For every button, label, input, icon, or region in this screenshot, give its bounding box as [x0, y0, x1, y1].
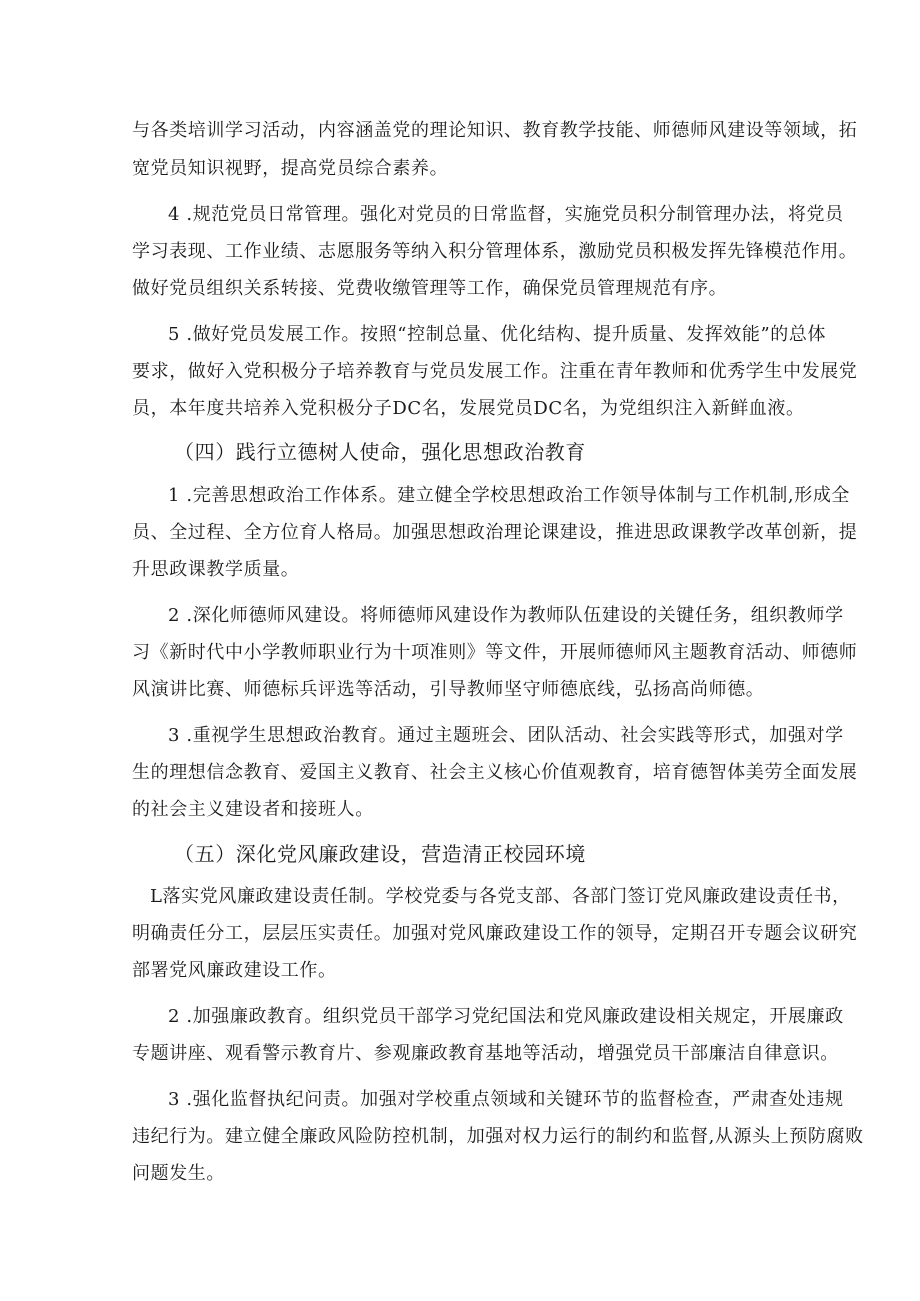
paragraph-line: 升思政课教学质量。 [132, 559, 300, 580]
paragraph-line: 4 .规范党员日常管理。强化对党员的日常监督，实施党员积分制管理办法，将党员 [168, 204, 844, 225]
paragraph-line: 要求，做好入党积极分子培养教育与党员发展工作。注重在青年教师和优秀学生中发展党 [132, 361, 858, 382]
paragraph-line: 5 .做好党员发展工作。按照“控制总量、优化结构、提升质量、发挥效能”的总体 [168, 324, 827, 345]
paragraph-line: 的社会主义建设者和接班人。 [132, 799, 374, 820]
paragraph-line: 2 .加强廉政教育。组织党员干部学习党纪国法和党风廉政建设相关规定，开展廉政 [168, 1006, 844, 1027]
paragraph-line: 2 .深化师德师风建设。将师德师风建设作为教师队伍建设的关键任务，组织教师学 [168, 605, 844, 626]
section-heading: （五）深化党风廉政建设，营造清正校园环境 [174, 842, 586, 866]
paragraph-line: 风演讲比赛、师德标兵评选等活动，引导教师坚守师德底线，弘扬高尚师德。 [132, 679, 765, 700]
paragraph-line: 违纪行为。建立健全廉政风险防控机制，加强对权力运行的制约和监督,从源头上预防腐败 [132, 1126, 864, 1147]
paragraph-line: 员，本年度共培养入党积极分子DC名，发展党员DC名，为党组织注入新鲜血液。 [132, 398, 805, 419]
paragraph-line: L落实党风廉政建设责任制。学校党委与各党支部、各部门签订党风廉政建设责任书， [150, 886, 851, 907]
paragraph-line: 问题发生。 [132, 1163, 225, 1184]
section-heading: （四）践行立德树人使命，强化思想政治教育 [174, 440, 586, 464]
paragraph-line: 部署党风廉政建设工作。 [132, 960, 337, 981]
paragraph-line: 专题讲座、观看警示教育片、参观廉政教育基地等活动，增强党员干部廉洁自律意识。 [132, 1043, 839, 1064]
paragraph-line: 员、全过程、全方位育人格局。加强思想政治理论课建设，推进思政课教学改革创新，提 [132, 522, 858, 543]
paragraph-line: 明确责任分工，层层压实责任。加强对党风廉政建设工作的领导，定期召开专题会议研究 [132, 923, 858, 944]
paragraph-line: 3 .强化监督执纪问责。加强对学校重点领域和关键环节的监督检查，严肃查处违规 [168, 1089, 844, 1110]
paragraph-line: 1 .完善思想政治工作体系。建立健全学校思想政治工作领导体制与工作机制,形成全 [168, 485, 851, 506]
paragraph-line: 学习表现、工作业绩、志愿服务等纳入积分管理体系，激励党员积极发挥先锋模范作用。 [132, 241, 858, 262]
paragraph-line: 做好党员组织关系转接、党费收缴管理等工作，确保党员管理规范有序。 [132, 278, 728, 299]
paragraph-line: 生的理想信念教育、爱国主义教育、社会主义核心价值观教育，培育德智体美劳全面发展 [132, 762, 858, 783]
paragraph-line: 习《新时代中小学教师职业行为十项准则》等文件，开展师德师风主题教育活动、师德师 [132, 642, 858, 663]
paragraph-line: 与各类培训学习活动，内容涵盖党的理论知识、教育教学技能、师德师风建设等领域，拓 [132, 120, 858, 141]
paragraph-line: 3 .重视学生思想政治教育。通过主题班会、团队活动、社会实践等形式，加强对学 [168, 725, 844, 746]
paragraph-line: 宽党员知识视野，提高党员综合素养。 [132, 158, 449, 179]
